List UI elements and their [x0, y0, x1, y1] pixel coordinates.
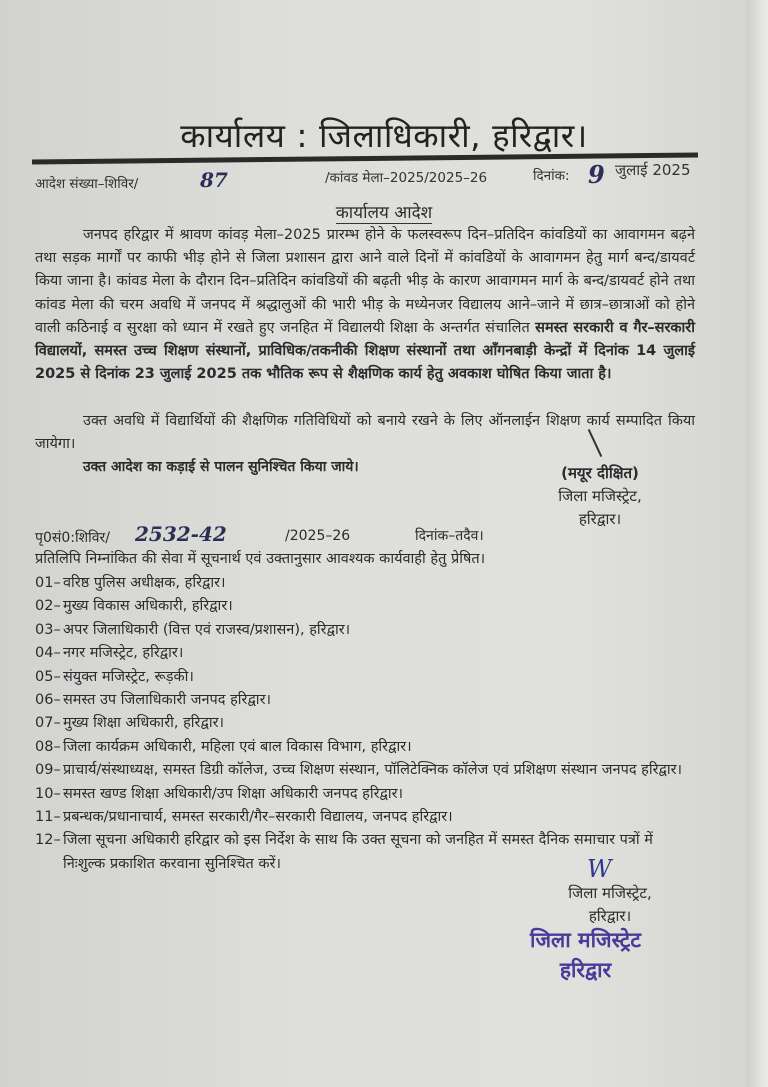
item-number: 09–: [35, 762, 61, 779]
copy-ref-prefix: पृ0सं0:शिविर/: [35, 530, 110, 546]
stamp-line-1: जिला मजिस्ट्रेट: [530, 928, 641, 952]
paragraph-bold-text: समस्त सरकारी व गैर–सरकारी विद्यालयों, समस्त उच्च शिक्षण संस्थानों, प्राविधिक/तकनीकी शिक्षण संस्थानों तथा आँगनबाड़ी केन्द्रों में दिनांक 14 जुलाई 2025 से दिनांक 23 जुलाई 2025 तक भौतिक रूप से शैक्षणिक कार्य हेतु अवकाश घोषित किया जाता है।: [35, 319, 695, 383]
order-paragraph-3: उक्त आदेश का कड़ाई से पालन सुनिश्चित किया जाये।: [83, 459, 359, 475]
stamp-line-2: हरिद्वार: [559, 958, 612, 982]
item-number: 10–: [35, 785, 61, 802]
signatory-place: हरिद्वार।: [578, 510, 622, 528]
copy-recipient-item: [35, 783, 685, 806]
handwritten-initial: W: [587, 855, 612, 883]
item-number: 06–: [35, 692, 61, 709]
copy-recipient-item: [35, 806, 685, 829]
item-text: समस्त खण्ड शिक्षा अधिकारी/उप शिक्षा अधिकारी जनपद हरिद्वार।: [63, 785, 404, 802]
order-suffix: /कांवड मेला–2025/2025–26: [325, 170, 488, 186]
item-number: 07–: [35, 715, 61, 732]
item-text: वरिष्ठ पुलिस अधीक्षक, हरिद्वार।: [63, 575, 226, 591]
copy-recipient-item: [35, 759, 685, 782]
copy-recipient-item: [35, 712, 685, 735]
item-number: 04–: [35, 645, 61, 662]
date-day-handwritten: 9: [588, 160, 605, 189]
item-number: 05–: [35, 668, 61, 685]
official-stamp: [530, 925, 641, 985]
copy-recipient-item: [35, 572, 685, 595]
item-number: 03–: [35, 621, 61, 638]
item-number: 01–: [35, 575, 61, 591]
signatory-place-2: हरिद्वार।: [588, 907, 632, 925]
item-text: मुख्य विकास अधिकारी, हरिद्वार।: [63, 598, 233, 615]
item-text: जिला कार्यक्रम अधिकारी, महिला एवं बाल विकास विभाग, हरिद्वार।: [63, 738, 412, 755]
copy-recipient-item: [35, 689, 685, 712]
item-text: नगर मजिस्ट्रेट, हरिद्वार।: [63, 645, 184, 662]
item-number: 02–: [35, 598, 61, 615]
copy-ref-suffix: /2025–26: [285, 528, 351, 544]
copy-date: दिनांक–तदैव।: [415, 528, 484, 544]
copy-ref-number-handwritten: 2532-42: [135, 522, 227, 546]
item-text: प्रबन्धक/प्रधानाचार्य, समस्त सरकारी/गैर–सरकारी विद्यालय, जनपद हरिद्वार।: [63, 809, 453, 826]
item-text: संयुक्त मजिस्ट्रेट, रूड़की।: [63, 668, 194, 685]
signature-block-2: [530, 882, 690, 928]
copy-recipient-item: [35, 642, 685, 665]
copy-recipient-item: [35, 736, 685, 759]
order-prefix: आदेश संख्या–शिविर/: [35, 176, 139, 192]
signatory-designation: जिला मजिस्ट्रेट,: [558, 487, 642, 505]
item-text: अपर जिलाधिकारी (वित्त एवं राजस्व/प्रशासन), हरिद्वार।: [63, 621, 351, 638]
copy-recipient-item: [35, 666, 685, 689]
item-number: 08–: [35, 738, 61, 755]
item-number: 12–: [35, 832, 61, 849]
signatory-name: (मयूर दीक्षित): [561, 464, 639, 482]
order-number-handwritten: 87: [200, 168, 228, 192]
signatory-designation-2: जिला मजिस्ट्रेट,: [568, 884, 652, 902]
order-paragraph-2: उक्त अवधि में विद्यार्थियों की शैक्षणिक गतिविधियों को बनाये रखने के लिए ऑनलाईन शिक्षण कार्य सम्पादित किया जायेगा।: [35, 413, 695, 453]
copy-recipient-item: [35, 595, 685, 618]
copy-recipient-item: [35, 619, 685, 642]
date-label: दिनांक:: [533, 168, 570, 184]
item-text: समस्त उप जिलाधिकारी जनपद हरिद्वार।: [63, 692, 271, 709]
copy-intro: प्रतिलिपि निम्नांकित की सेवा में सूचनार्थ एवं उक्तानुसार आवश्यक कार्यवाही हेतु प्रेषित।: [35, 551, 486, 567]
paragraph-text: जनपद हरिद्वार में श्रावण कांवड़ मेला–2025 प्रारम्भ होने के फलस्वरूप दिन–प्रतिदिन कांवडियों का आवागमन बढ़ने तथा सड़क मार्गों पर काफी भीड़ होने से जिला प्रशासन द्वारा आने वाले दिनों में कांवडियों के आवागमन हेतु मार्ग बन्द/डायवर्ट किया जाना है। कांवड मेला के दौरान दिन–प्रतिदिन कांवडियों की बढ़ती भीड़ के कारण आवागमन मार्ग के बन्द/डायवर्ट होने तथा कांवड मेला की चरम अवधि में जनपद में श्रद्धालुओं की भारी भीड़ के मध्येनजर विद्यालय आने–जाने में छात्र–छात्राओं को होने वाली कठिनाई व सुरक्षा को ध्यान में रखते हुए जनहित में विद्यालयी शिक्षा के अन्तर्गत संचालित: [35, 227, 695, 336]
signature-block-1: [530, 462, 670, 531]
date-month-year: जुलाई 2025: [615, 161, 691, 179]
paper-edge: [746, 0, 768, 1087]
item-text: मुख्य शिक्षा अधिकारी, हरिद्वार।: [63, 715, 224, 732]
item-number: 11–: [35, 809, 61, 826]
item-text: प्राचार्य/संस्थाध्यक्ष, समस्त डिग्री कॉलेज, उच्च शिक्षण संस्थान, पॉलिटेक्निक कॉलेज एवं प्रशिक्षण संस्थान जनपद हरिद्वार।: [63, 762, 683, 779]
document-heading: [0, 200, 768, 223]
order-paragraph-1: [35, 224, 695, 386]
office-title: कार्यालय : जिलाधिकारी, हरिद्वार।: [180, 116, 588, 155]
heading-text: कार्यालय आदेश: [335, 203, 433, 223]
item-text: जिला सूचना अधिकारी हरिद्वार को इस निर्देश के साथ कि उक्त सूचना को जनहित में समस्त दैनिक समाचार पत्रों में निःशुल्क प्रकाशित करवाना सुनिश्चित करें।: [63, 832, 653, 872]
copy-recipient-list: [35, 572, 685, 876]
